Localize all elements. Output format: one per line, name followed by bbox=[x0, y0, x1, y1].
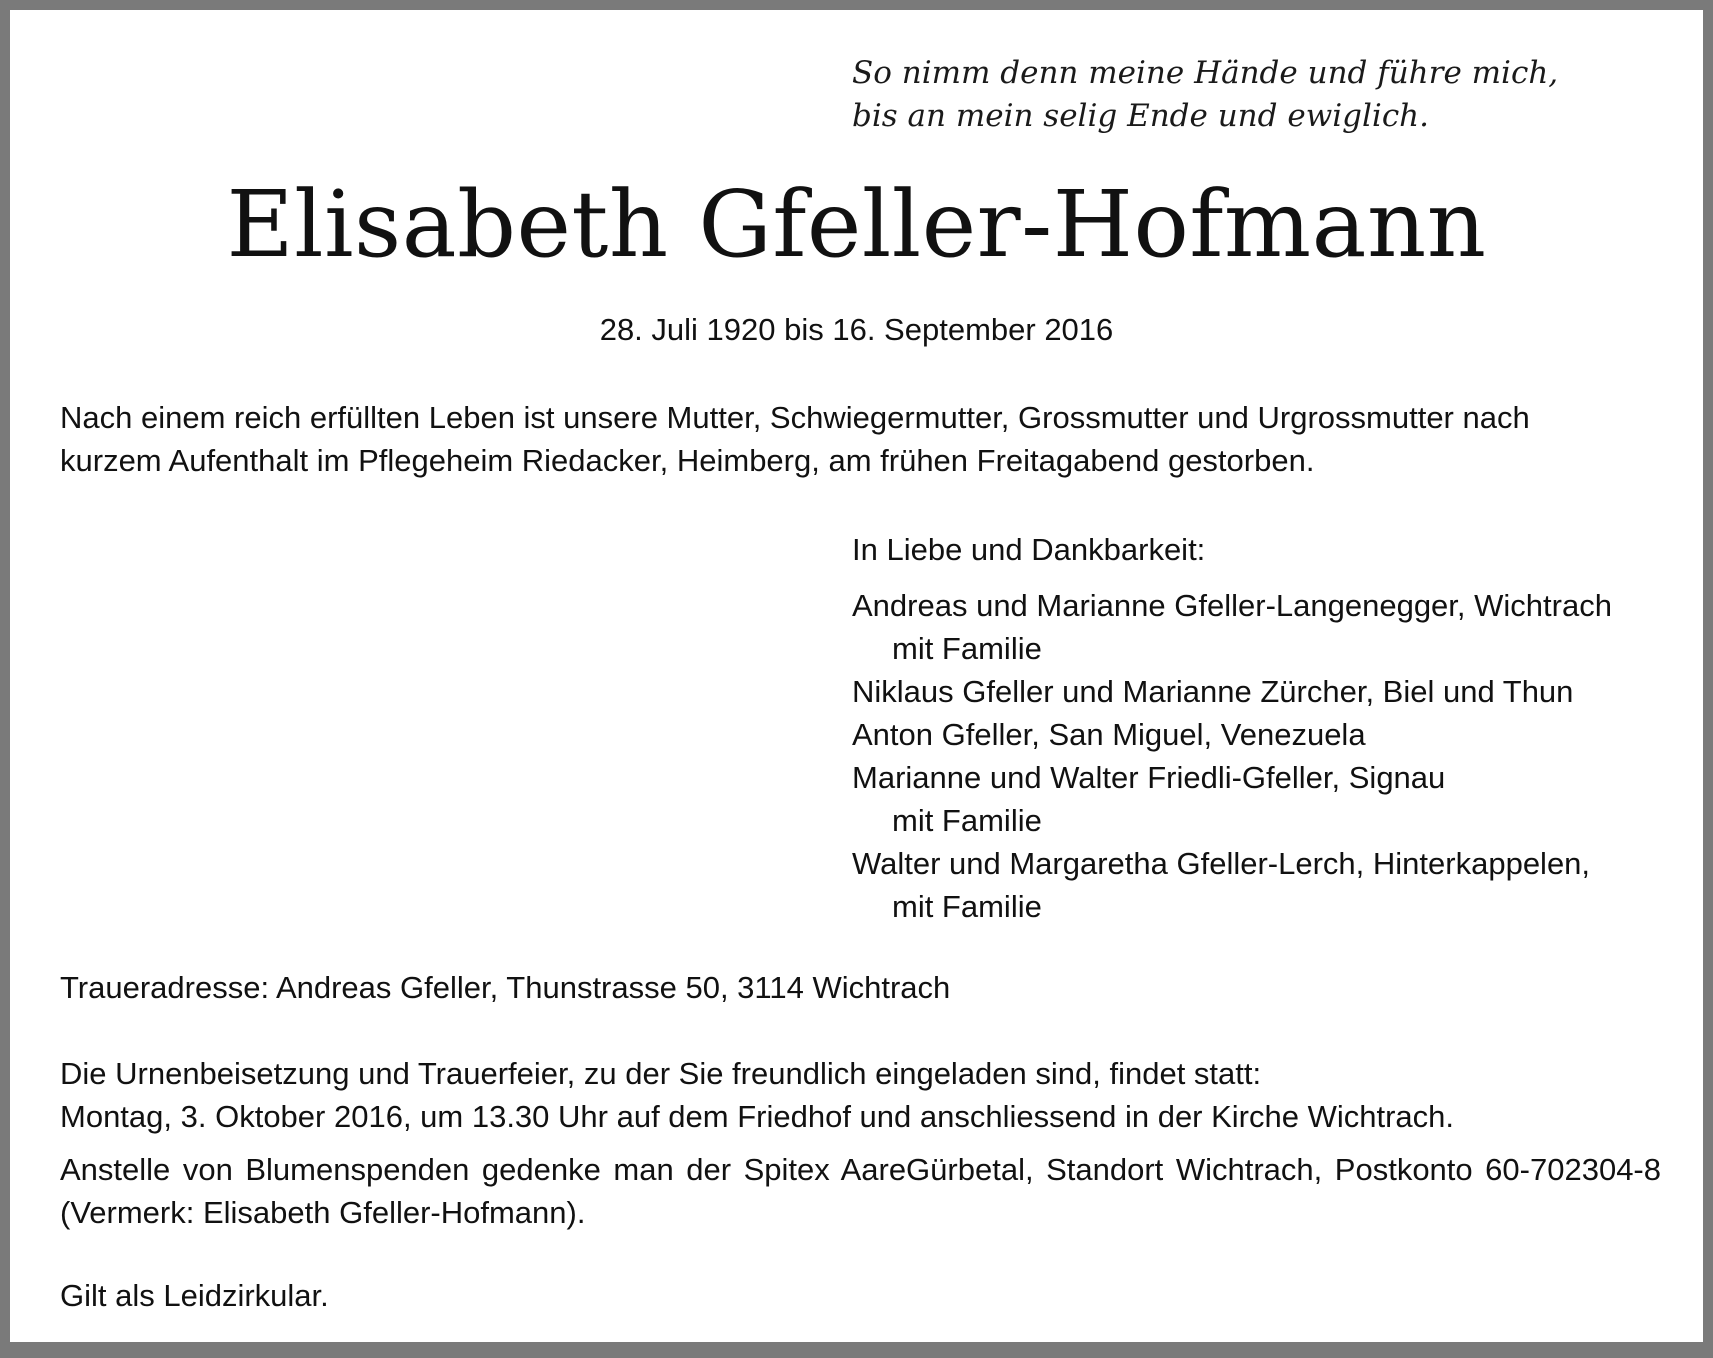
mourner-item bbox=[852, 842, 1672, 928]
epigraph-quote bbox=[852, 52, 1558, 138]
mourner-name: Walter und Margaretha Gfeller-Lerch, Hinterkappelen, bbox=[852, 846, 1591, 881]
intro-line-1: Nach einem reich erfüllten Leben ist unsere Mutter, Schwiegermutter, Grossmutter und Urgrossmutter nach bbox=[60, 400, 1530, 435]
mourner-item bbox=[852, 670, 1672, 713]
intro-paragraph bbox=[60, 396, 1660, 482]
quote-line-2: bis an mein selig Ende und ewiglich. bbox=[852, 98, 1429, 134]
life-dates: 28. Juli 1920 bis 16. September 2016 bbox=[599, 312, 1114, 347]
mourner-item bbox=[852, 756, 1672, 842]
mourner-name: Anton Gfeller, San Miguel, Venezuela bbox=[852, 717, 1366, 752]
donation-notice: Anstelle von Blumenspenden gedenke man der Spitex AareGürbetal, Standort Wichtrach, Postkonto 60-702304-8 (Vermerk: Elisabeth Gfeller-Hofmann). bbox=[60, 1152, 1661, 1230]
service-notice bbox=[60, 1052, 1454, 1138]
service-line-1: Die Urnenbeisetzung und Trauerfeier, zu der Sie freundlich eingeladen sind, findet statt: bbox=[60, 1056, 1262, 1091]
mourners-list bbox=[852, 584, 1672, 928]
mourner-item bbox=[852, 713, 1672, 756]
mourner-name: Andreas und Marianne Gfeller-Langenegger, Wichtrach bbox=[852, 588, 1612, 623]
mourner-sub: mit Familie bbox=[892, 803, 1042, 838]
mourner-sub: mit Familie bbox=[892, 889, 1042, 924]
deceased-name: Elisabeth Gfeller-Hofmann bbox=[226, 171, 1487, 278]
thanks-heading: In Liebe und Dankbarkeit: bbox=[852, 532, 1206, 567]
obituary-card bbox=[10, 10, 1703, 1342]
service-line-2: Montag, 3. Oktober 2016, um 13.30 Uhr auf dem Friedhof und anschliessend in der Kirche Wichtrach. bbox=[60, 1099, 1455, 1134]
circular-note: Gilt als Leidzirkular. bbox=[60, 1278, 329, 1313]
quote-line-1: So nimm denn meine Hände und führe mich, bbox=[852, 55, 1559, 91]
mourner-item bbox=[852, 584, 1672, 670]
mourner-sub: mit Familie bbox=[892, 631, 1042, 666]
mourning-address: Traueradresse: Andreas Gfeller, Thunstrasse 50, 3114 Wichtrach bbox=[60, 970, 951, 1005]
mourner-name: Niklaus Gfeller und Marianne Zürcher, Biel und Thun bbox=[852, 674, 1574, 709]
mourner-name: Marianne und Walter Friedli-Gfeller, Signau bbox=[852, 760, 1446, 795]
intro-line-2: kurzem Aufenthalt im Pflegeheim Riedacker, Heimberg, am frühen Freitagabend gestorben. bbox=[60, 443, 1315, 478]
